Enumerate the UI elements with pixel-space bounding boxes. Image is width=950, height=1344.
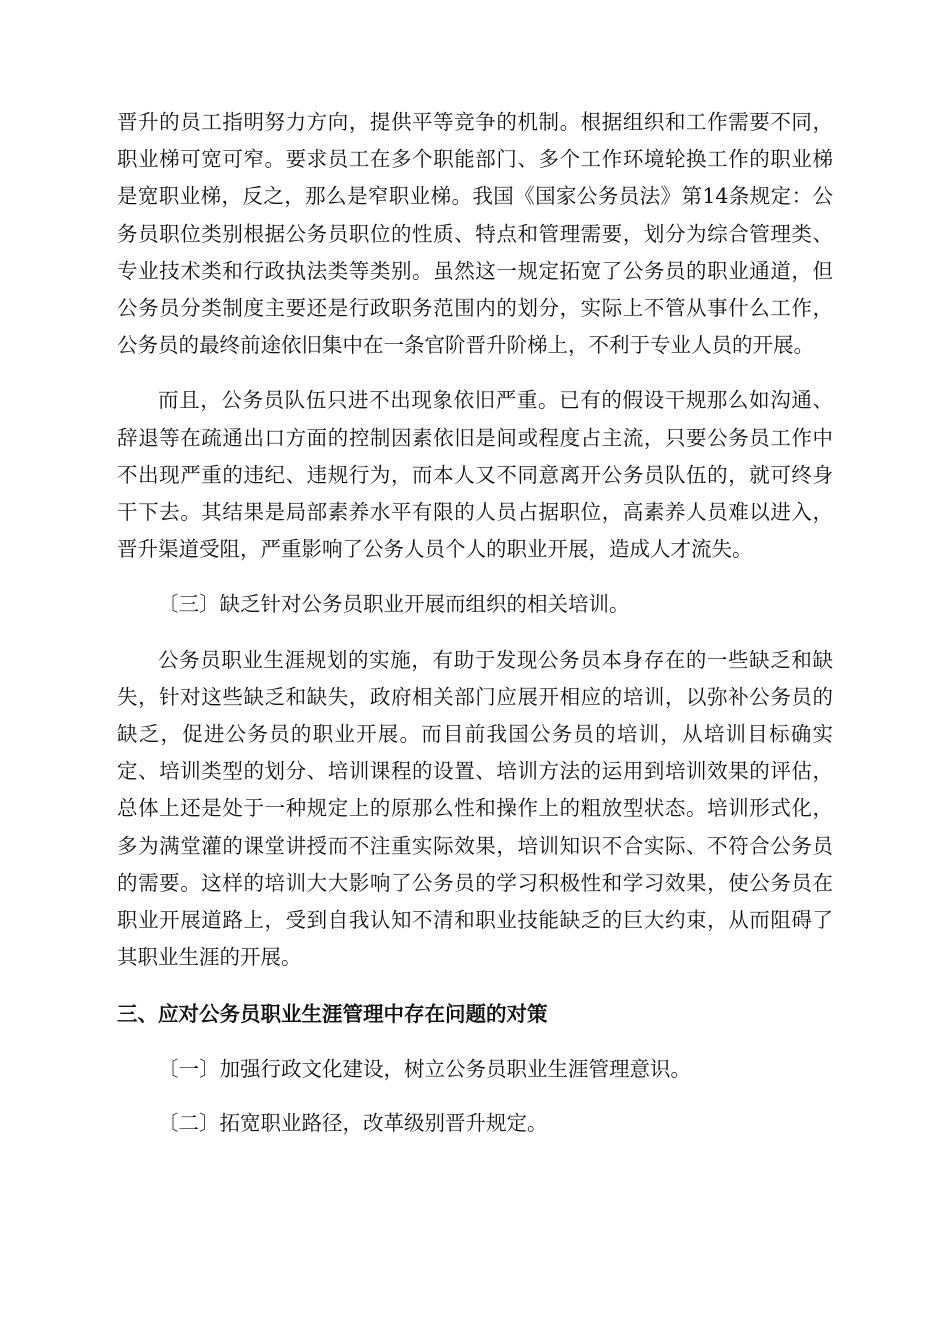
subheading-administrative-culture: 〔一〕加强行政文化建设，树立公务员职业生涯管理意识。 bbox=[158, 1056, 691, 1081]
section-heading-countermeasures: 三、应对公务员职业生涯管理中存在问题的对策 bbox=[117, 1002, 548, 1027]
paragraph-no-exit: 而且，公务员队伍只进不出现象依旧严重。已有的假设干规那么如沟通、辞退等在疏通出口方面的控制因素依旧是间或程度占主流，只要公务员工作中不出现严重的违纪、违规行为，而本人又不同意离开公务员队伍的，就可终身干下去。其结果是局部素养水平有限的人员占据职位，高素养人员难以进入，晋升渠道受阻，严重影响了公务人员个人的职业开展，造成人才流失。 bbox=[117, 388, 833, 562]
document-page bbox=[117, 104, 833, 1142]
subheading-career-path: 〔二〕拓宽职业路径，改革级别晋升规定。 bbox=[158, 1110, 548, 1135]
paragraph-training: 公务员职业生涯规划的实施，有助于发现公务员本身存在的一些缺乏和缺失，针对这些缺乏和缺失，政府相关部门应展开相应的培训，以弥补公务员的缺乏，促进公务员的职业开展。而目前我国公务员的培训，从培训目标确实定、培训类型的划分、培训课程的设置、培训方法的运用到培训效果的评估，总体上还是处于一种规定上的原那么性和操作上的粗放型状态。培训形式化，多为满堂灌的课堂讲授而不注重实际效果，培训知识不合实际、不符合公务员的需要。这样的培训大大影响了公务员的学习积极性和学习效果，使公务员在职业开展道路上，受到自我认知不清和职业技能缺乏的巨大约束，从而阻碍了其职业生涯的开展。 bbox=[117, 647, 833, 970]
subheading-lack-of-training: 〔三〕缺乏针对公务员职业开展而组织的相关培训。 bbox=[158, 592, 630, 617]
paragraph-career-ladder: 晋升的员工指明努力方向，提供平等竞争的机制。根据组织和工作需要不同，职业梯可宽可窄。要求员工在多个职能部门、多个工作环境轮换工作的职业梯是宽职业梯，反之，那么是窄职业梯。我国《国家公务员法》第14条规定：公务员职位类别根据公务员职位的性质、特点和管理需要，划分为综合管理类、专业技术类和行政执法类等类别。虽然这一规定拓宽了公务员的职业通道，但公务员分类制度主要还是行政职务范围内的划分，实际上不管从事什么工作，公务员的最终前途依旧集中在一条官阶晋升阶梯上，不利于专业人员的开展。 bbox=[117, 110, 833, 358]
